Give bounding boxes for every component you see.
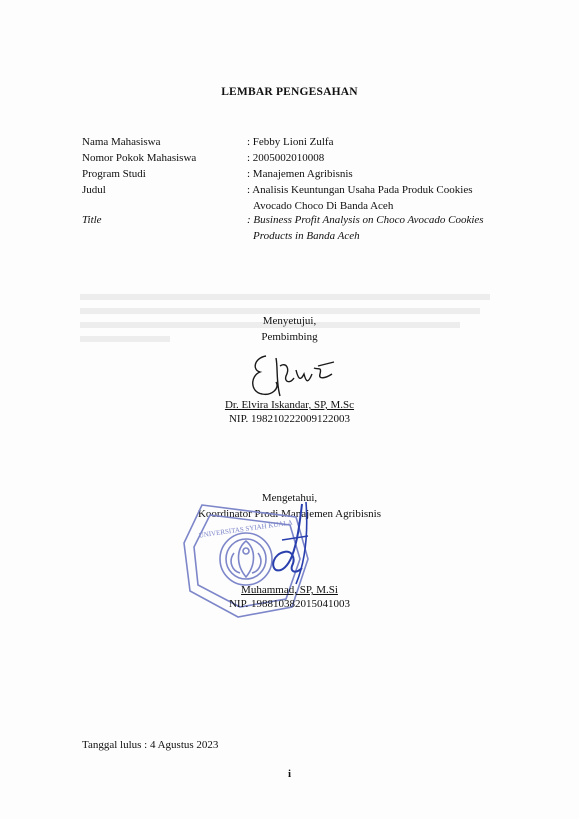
field-label: Program Studi — [82, 168, 146, 180]
svg-text:UNIVERSITAS SYIAH KUALA: UNIVERSITAS SYIAH KUALA — [198, 518, 294, 540]
supervisor-nip: NIP. 198210222009122003 — [228, 413, 350, 425]
field-value: : Febby Lioni Zulfa — [247, 136, 334, 148]
field-value-line: : Analisis Keuntungan Usaha Pada Produk Cookies — [247, 184, 473, 196]
field-value: : 2005002010008 — [247, 152, 325, 164]
acknowledgement-heading: Mengetahui, — [261, 492, 318, 504]
field-value: : Manajemen Agribisnis — [247, 168, 353, 180]
graduation-date: Tanggal lulus : 4 Agustus 2023 — [82, 739, 219, 751]
acknowledgement-subheading: Koordinator Prodi Manajemen Agribisnis — [197, 508, 381, 520]
field-value-line: : Business Profit Analysis on Choco Avocado Cookies — [247, 214, 484, 226]
coordinator-signature-icon — [262, 500, 322, 590]
coordinator-nip: NIP. 198810382015041003 — [228, 598, 350, 610]
approval-heading: Menyetujui, — [262, 315, 317, 327]
field-value — [247, 212, 527, 244]
field-value-line: Products in Banda Aceh — [253, 230, 360, 242]
field-label: Nomor Pokok Mahasiswa — [82, 152, 197, 164]
field-label: Judul — [82, 184, 106, 196]
field-value-line: Avocado Choco Di Banda Aceh — [253, 200, 394, 212]
supervisor-name: Dr. Elvira Iskandar, SP, M.Sc — [224, 399, 355, 411]
field-value — [247, 182, 527, 214]
coordinator-name: Muhammad, SP, M.Si — [241, 584, 338, 596]
field-label: Title — [82, 214, 102, 226]
approval-subheading: Pembimbing — [261, 331, 318, 343]
field-label: Nama Mahasiswa — [82, 136, 161, 148]
page-title: LEMBAR PENGESAHAN — [221, 86, 358, 98]
page-number: i — [287, 768, 292, 780]
